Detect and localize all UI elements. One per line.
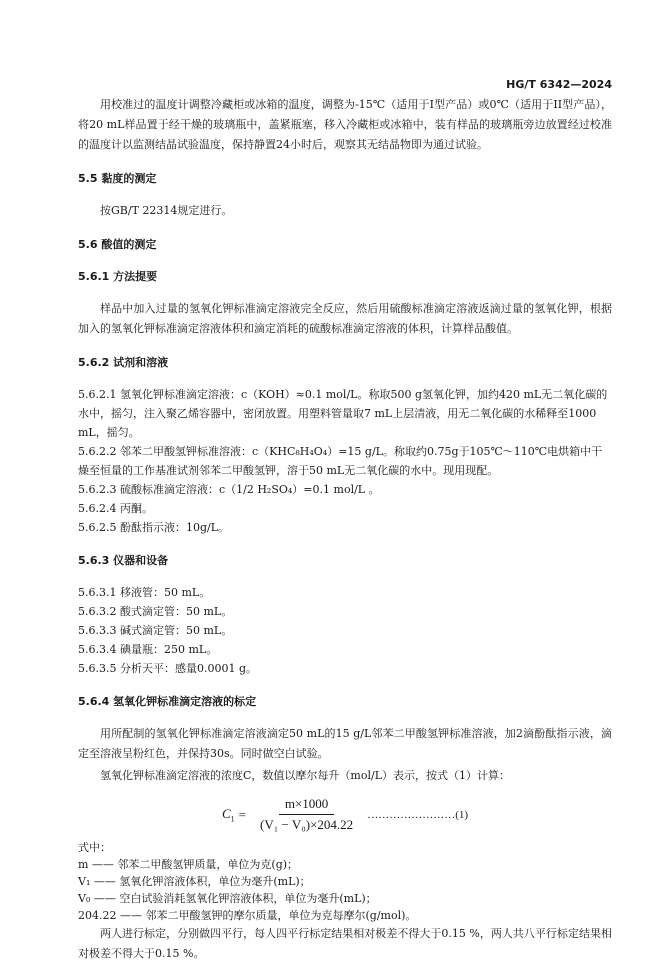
reagent-item: 5.6.2.4 丙酮。: [78, 502, 153, 515]
formula-1: $C_1$ = $\frac{m\times 1000}{\text{(V₁ − V₀)×204.22}}$ …………………… (1): [221, 796, 469, 832]
section-5-6-1-heading: [78, 267, 612, 287]
standard-number: HG/T 6342—2024: [506, 78, 612, 91]
section-number: 5.5: [78, 172, 98, 185]
equipment-item: 5.6.3.2 酸式滴定管：50 mL。: [78, 605, 233, 618]
definition-item: m —— 邻苯二甲酸氢钾质量，单位为克(g)；: [78, 858, 299, 871]
equipment-item: 5.6.3.1 移液管：50 mL。: [78, 586, 211, 599]
section-number: 5.6.4: [78, 695, 110, 708]
reagent-item: 5.6.2.3 硫酸标准滴定溶液：c（1/2 H₂SO₄）=0.1 mol/L 。: [78, 483, 380, 496]
section-title: 酸值的测定: [101, 238, 157, 251]
section-number: 5.6.3: [78, 554, 110, 567]
definition-item: V₀ —— 空白试验消耗氢氧化钾溶液体积，单位为毫升(mL)；: [78, 892, 377, 905]
section-title: 仪器和设备: [113, 554, 169, 567]
calibration-formula-intro: 氢氧化钾标准滴定溶液的浓度C，数值以摩尔每升（mol/L）表示，按式（1）计算：: [100, 769, 510, 782]
equipment-item: 5.6.3.3 碱式滴定管：50 mL。: [78, 624, 233, 637]
section-5-5-text: 按GB/T 22314规定进行。: [100, 204, 233, 217]
section-title: 黏度的测定: [101, 172, 157, 185]
section-number: 5.6: [78, 238, 98, 251]
formula-label: (1): [455, 808, 469, 821]
section-5-5-heading: [78, 169, 612, 189]
formula-leader-dots: ……………………: [367, 808, 456, 821]
calibration-precision: 两人进行标定，分别做四平行，每人四平行标定结果相对极差不得大于0.15 %，两人共八平行标定结果相对极差不得大于0.15 %。: [78, 927, 612, 960]
section-number: 5.6.1: [78, 270, 110, 283]
reagent-item: 5.6.2.5 酚酞指示液：10g/L。: [78, 521, 230, 534]
section-5-6-1-text: 样品中加入过量的氢氧化钾标准滴定溶液完全反应，然后用硫酸标准滴定溶液返滴过量的氢氧化钾，根据加入的氢氧化钾标准滴定溶液体积和滴定消耗的硫酸标准滴定溶液的体积，计算样品酸值。: [78, 302, 612, 335]
section-5-6-4-heading: [78, 692, 612, 712]
section-5-6-heading: [78, 235, 612, 255]
section-title: 方法提要: [113, 270, 158, 283]
section-title: 试剂和溶液: [113, 356, 169, 369]
formula-denominator: (V₁ − V₀)×204.22: [260, 817, 354, 832]
section-number: 5.6.2: [78, 356, 110, 369]
reagent-item: 5.6.2.1 氢氧化钾标准滴定溶液：c（KOH）≈0.1 mol/L。称取500 g氢氧化钾，加约420 mL无二氧化碳的水中，摇匀，注入聚乙烯容器中，密闭放置。用塑料管量取7 mL上层清液，用无二氧化碳的水稀释至1000 mL，摇匀。: [78, 388, 608, 439]
formula-fraction: [254, 796, 359, 833]
definition-item: V₁ —— 氢氧化钾溶液体积，单位为毫升(mL)；: [78, 875, 311, 888]
section-5-6-2-heading: [78, 353, 612, 373]
formula-definitions: [78, 839, 612, 924]
equipment-item: 5.6.3.5 分析天平：感量0.0001 g。: [78, 662, 258, 675]
where-label: 式中：: [78, 841, 111, 854]
section-title: 氢氧化钾标准滴定溶液的标定: [113, 695, 257, 708]
equipment-item: 5.6.3.4 碘量瓶：250 mL。: [78, 643, 218, 656]
formula-lhs: $C_1$: [221, 805, 235, 824]
intro-paragraph: 用校准过的温度计调整冷藏柜或冰箱的温度，调整为-15℃（适用于Ⅰ型产品）或0℃（适用于II型产品），将20 mL样品置于经干燥的玻璃瓶中，盖紧瓶塞，移入冷藏柜或冰箱中，装有样品的玻璃瓶旁边放置经过校准的温度计以监测结晶试验温度，保持静置24小时后，观察其无结晶物即为通过试验。: [78, 98, 612, 151]
formula-numerator: m×1000: [279, 796, 334, 815]
section-5-6-3-heading: [78, 551, 612, 571]
document-body: [78, 95, 612, 966]
reagent-item: 5.6.2.2 邻苯二甲酸氢钾标准溶液：c（KHC₈H₄O₄）=15 g/L。称取约0.75g于105℃～110℃电烘箱中干燥至恒量的工作基准试剂邻苯二甲酸氢钾，溶于50 mL无二氧化碳的水中。现用现配。: [78, 445, 603, 477]
definition-item: 204.22 —— 邻苯二甲酸氢钾的摩尔质量，单位为克每摩尔(g/mol)。: [78, 909, 417, 922]
calibration-procedure: 用所配制的氢氧化钾标准滴定溶液滴定50 mL的15 g/L邻苯二甲酸氢钾标准溶液，加2滴酚酞指示液，滴定至溶液呈粉红色，并保持30s。同时做空白试验。: [78, 727, 612, 760]
